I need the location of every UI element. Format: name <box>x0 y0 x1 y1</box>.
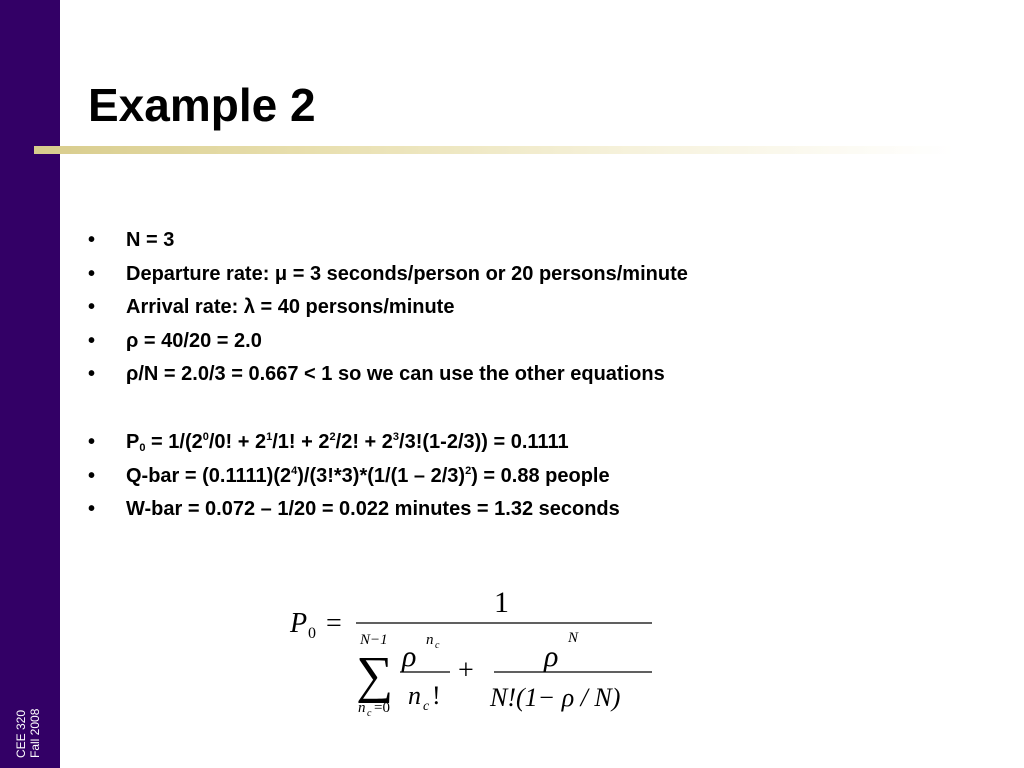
sum-lower-n: n <box>358 700 366 716</box>
sidebar-band <box>0 0 60 768</box>
term2-denominator: N!(1− ρ / N) <box>490 683 621 712</box>
formula-plus: + <box>458 655 474 686</box>
bullet-item: • N = 3 <box>88 224 688 258</box>
term2-exp-N: N <box>568 630 579 646</box>
term1-rho: ρ <box>402 640 417 673</box>
bullet-item: • ρ/N = 2.0/3 = 0.667 < 1 so we can use the other equations <box>88 358 688 392</box>
course-term: Fall 2008 <box>28 708 42 758</box>
term1-den-bang: ! <box>432 681 441 710</box>
term2-rho: ρ <box>544 640 559 673</box>
bullet-item-p0: • $P_0 = 1/(2^0/0$! + $2^1/1$! + $2^2/2$! + $2^3/3!(1-2/3)) = 0.1111$ <box>88 426 620 460</box>
formula-numerator: 1 <box>494 586 509 619</box>
title-underline <box>34 146 954 154</box>
formula-equals: = <box>326 608 342 639</box>
course-label <box>14 709 42 758</box>
bullet-list-givens <box>88 224 688 392</box>
term1-exp-c: c <box>435 640 440 651</box>
sum-lower-c: c <box>367 708 372 719</box>
sum-upper-limit: N−1 <box>360 632 388 648</box>
p0-formula <box>280 580 680 735</box>
slide-title: Example 2 <box>88 79 316 131</box>
bullet-list-results <box>88 426 620 527</box>
sum-lower-rest: =0 <box>374 700 390 716</box>
formula-p: P <box>290 608 308 639</box>
term1-den-n: n <box>408 681 421 710</box>
course-code: CEE 320 <box>14 709 28 758</box>
formula-p-sub: 0 <box>308 625 316 642</box>
term1-exp-n: n <box>426 632 434 648</box>
summation-sign: ∑ <box>356 647 394 704</box>
bullet-item-wbar: • W-bar = 0.072 – 1/20 = 0.022 minutes = 1.32 seconds <box>88 493 620 527</box>
term1-den-c: c <box>423 699 430 714</box>
bullet-item: • Arrival rate: λ = 40 persons/minute <box>88 291 688 325</box>
bullet-item-qbar: • $Q-bar = (0.1111)(2^4)/(3!*3)*(1/(1 - 2/3)^2) = 0.88$ people <box>88 460 620 494</box>
bullet-item: • ρ = 40/20 = 2.0 <box>88 325 688 359</box>
bullet-item: • Departure rate: μ = 3 seconds/person or 20 persons/minute <box>88 258 688 292</box>
